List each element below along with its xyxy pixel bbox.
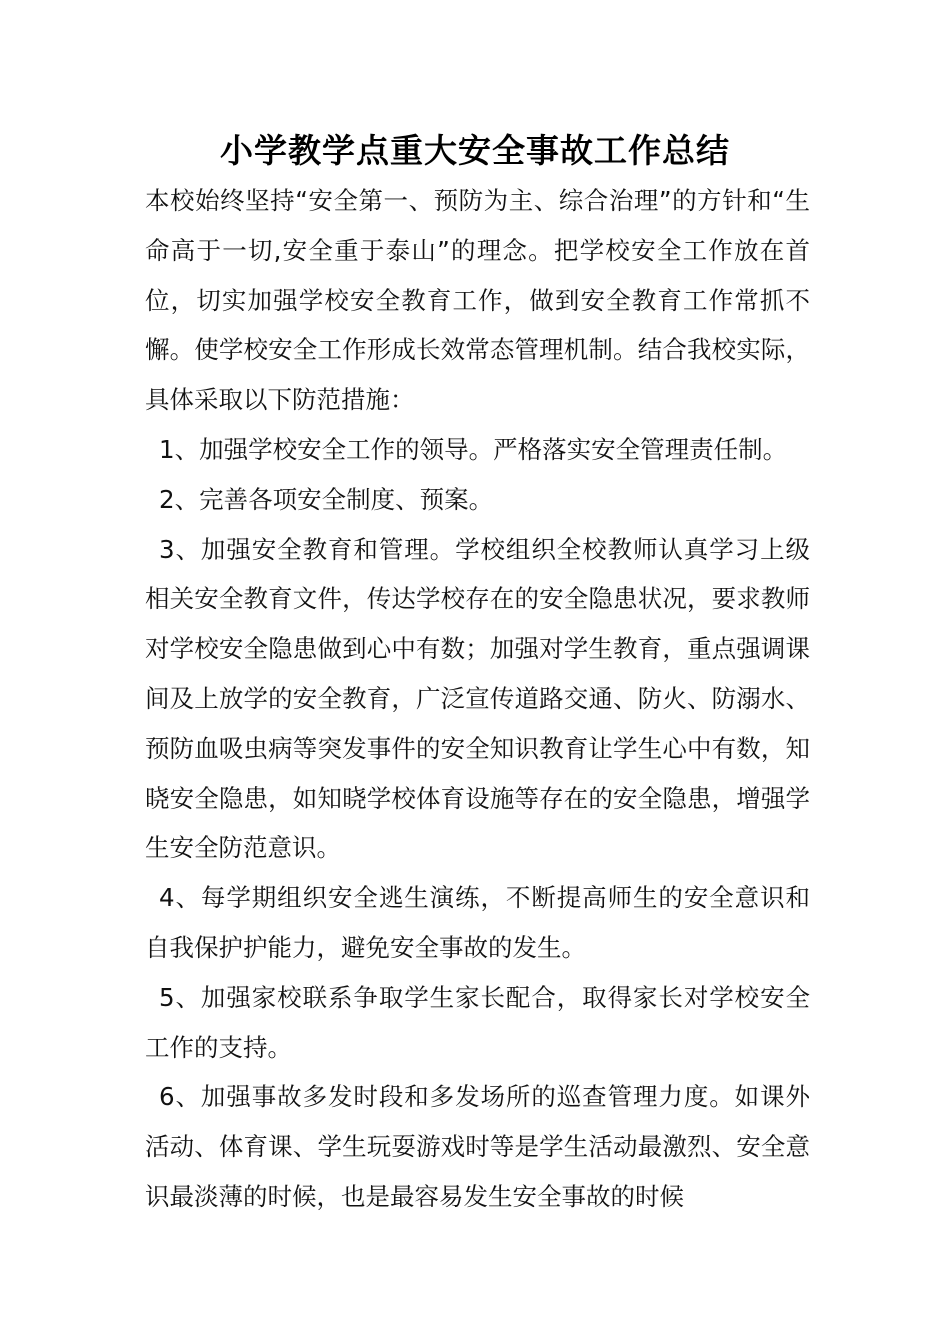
measure-item-3: 3、加强安全教育和管理。学校组织全校教师认真学习上级相关安全教育文件，传达学校存在的安全隐患状况，要求教师对学校安全隐患做到心中有数；加强对学生教育，重点强调课间及上放学的安全教育，广泛宣传道路交通、防火、防溺水、预防血吸虫病等突发事件的安全知识教育让学生心中有数，知晓安全隐患，如知晓学校体育设施等存在的安全隐患，增强学生安全防范意识。 — [145, 534, 810, 863]
measure-item-1: 1、加强学校安全工作的领导。严格落实安全管理责任制。 — [159, 434, 788, 464]
document-body — [145, 176, 810, 1222]
measure-item-2: 2、完善各项安全制度、预案。 — [159, 484, 494, 514]
measure-item-4: 4、每学期组织安全逃生演练，不断提高师生的安全意识和自我保护护能力，避免安全事故的发生。 — [145, 883, 810, 962]
measure-item-5: 5、加强家校联系争取学生家长配合，取得家长对学校安全工作的支持。 — [145, 982, 810, 1062]
intro-paragraph: 本校始终坚持“安全第一、预防为主、综合治理”的方针和“生命高于一切,安全重于泰山”的理念。把学校安全工作放在首位，切实加强学校安全教育工作，做到安全教育工作常抓不懈。使学校安全工作形成长效常态管理机制。结合我校实际，具体采取以下防范措施： — [145, 186, 810, 415]
document-title: 小学教学点重大安全事故工作总结 — [220, 131, 730, 170]
measure-item-6: 6、加强事故多发时段和多发场所的巡查管理力度。如课外活动、体育课、学生玩耍游戏时等是学生活动最激烈、安全意识最淡薄的时候，也是最容易发生安全事故的时候 — [145, 1082, 810, 1211]
